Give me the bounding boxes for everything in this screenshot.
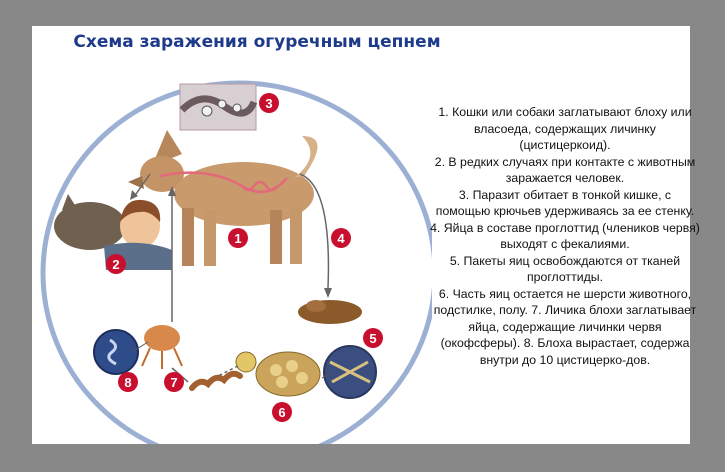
step-5-text: 5. Пакеты яиц освобождаются от тканей проглоттиды. bbox=[449, 253, 681, 284]
badge-4 bbox=[331, 228, 351, 248]
egg-packet-image bbox=[236, 352, 320, 396]
step-2-text: 2. В редких случаях при контакте с животным заражается человек. bbox=[434, 154, 696, 185]
feces-image bbox=[298, 300, 362, 324]
step-3-text: 3. Паразит обитает в тонкой кишке, с помощью крючьев удерживаясь за ее стенку. bbox=[435, 187, 695, 218]
badge-6 bbox=[272, 402, 292, 422]
badge-7-label: 7 bbox=[170, 375, 178, 390]
badge-5-label: 5 bbox=[369, 331, 377, 346]
infection-cycle-diagram bbox=[32, 26, 432, 444]
badge-2 bbox=[106, 254, 126, 274]
intestine-inset-image bbox=[180, 84, 256, 130]
badge-8-label: 8 bbox=[124, 375, 132, 390]
step-1-text: 1. Кошки или собаки заглатывают блоху или власоеда, содержащих личинку (цистицеркоид). bbox=[438, 105, 692, 152]
badge-6-label: 6 bbox=[278, 405, 286, 420]
steps-description bbox=[430, 104, 700, 368]
diagram-title: Схема заражения огуречным цепнем bbox=[73, 32, 441, 52]
diagram-card bbox=[32, 26, 700, 444]
badge-4-label: 4 bbox=[337, 231, 345, 246]
cycle-circle bbox=[43, 83, 432, 444]
badge-3 bbox=[259, 93, 279, 113]
badge-1-label: 1 bbox=[234, 231, 242, 246]
badge-2-label: 2 bbox=[112, 257, 120, 272]
badge-5 bbox=[363, 328, 383, 348]
step-6-text: 6. Часть яиц остается не шерсти животного, подстилке, полу. 7. Личика блохи заглатывает яйца, содержащие личинки червя (окофсферы). 8. Блоха вырастает, содержа внутри до 10 цистицерко-дов. bbox=[433, 286, 697, 367]
flea-larva-image bbox=[192, 374, 240, 388]
step-4-text: 4. Яйца в составе проглоттид (члеников червя) выходят с фекалиями. bbox=[430, 220, 700, 251]
flea-inset-image bbox=[94, 325, 182, 374]
badge-1 bbox=[228, 228, 248, 248]
badge-7 bbox=[164, 372, 184, 392]
badge-3-label: 3 bbox=[265, 96, 273, 111]
badge-8 bbox=[118, 372, 138, 392]
